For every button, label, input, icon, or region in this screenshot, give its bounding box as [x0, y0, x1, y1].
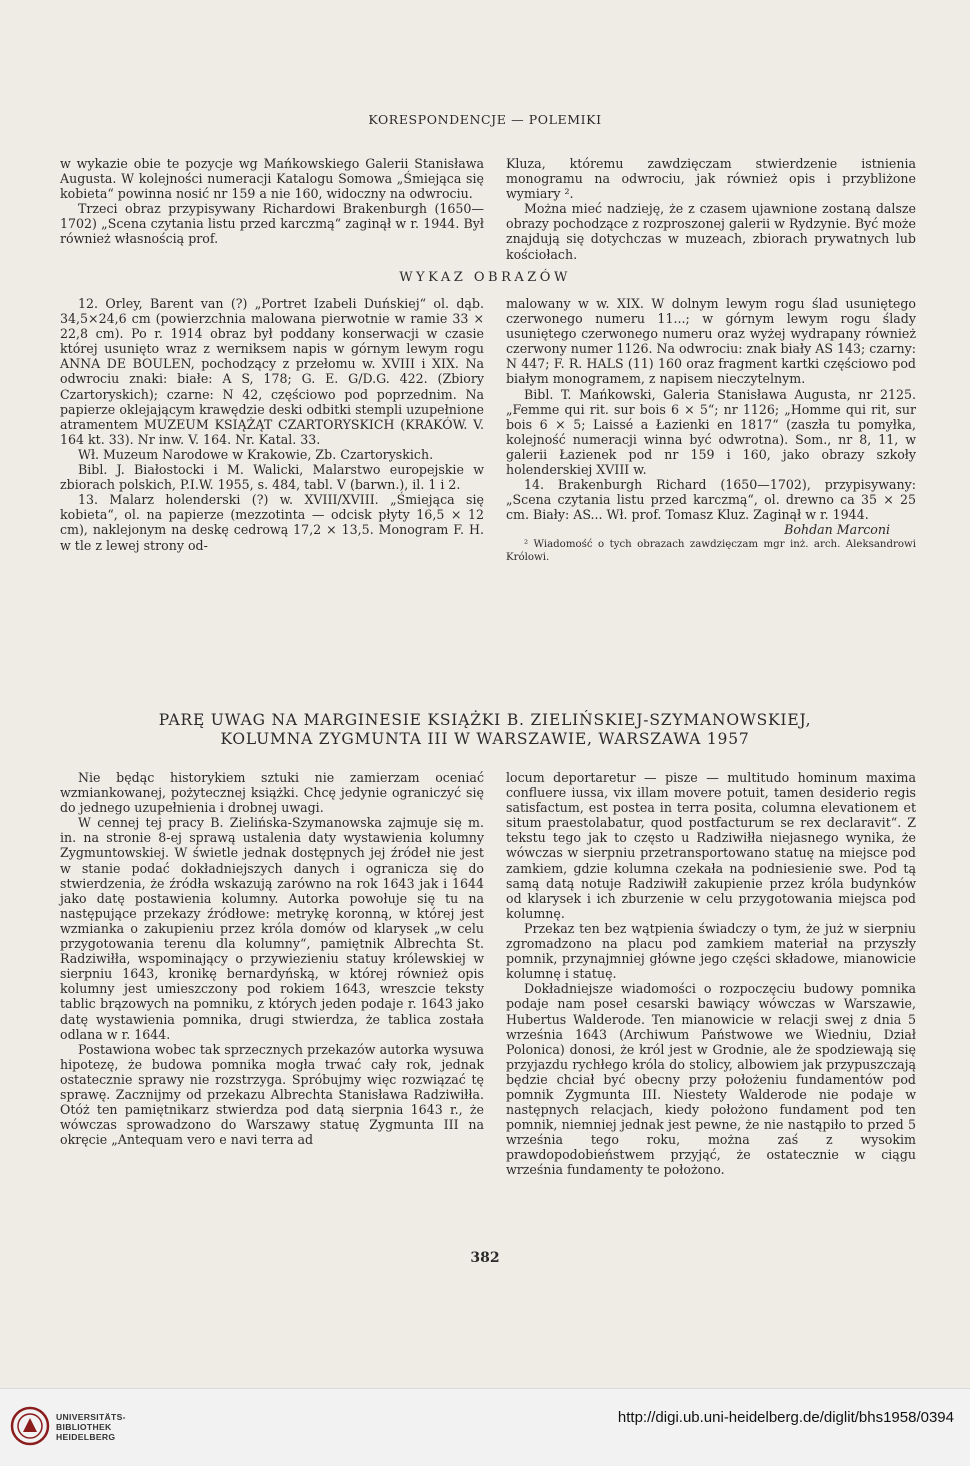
catalog-entry: Bibl. T. Mańkowski, Galeria Stanisława Augusta, nr 2125. „Femme qui rit. sur bois 6 × 5“; nr 1126; „Homme qui rit, sur bois 6 × 5; Laissé a Łazienki en 1817“ (zaszła tu pomyłka, kolejność numeracji winna być odwrotna). Som., nr 8, 11, w galerii Łazienek pod nr 159 i 160, jako obrazy szkoły holenderskiej XVIII w. — [506, 386, 916, 478]
paragraph: Postawiona wobec tak sprzecznych przekazów autorka wysuwa hipotezę, że budowa pomnika mogła trwać cały rok, jednak ostatecznie sprawy nie rozstrzyga. Spróbujmy więc rozwiązać tę sprawę. Zacznijmy od przekazu Albrechta Stanisława Radziwiłła. Otóż ten pamiętnikarz stwierdza pod datą sierpnia 1643 r., że wówczas sprowadzono do Warszawy statuę Zygmunta III na okręcie „Antequam vero e navi terra ad — [60, 1041, 484, 1148]
catalog-entry: 14. Brakenburgh Richard (1650—1702), przypisywany: „Scena czytania listu przed karczmą“, ol. drewno ca 35 × 25 cm. Biały: AS... Wł. prof. Tomasz Kluz. Zaginął w r. 1944. — [506, 477, 916, 523]
paragraph: locum deportaretur — pisze — multitudo hominum maxima confluere iussa, vix illam movere potuit, tamen desiderio regis satisfactum, est postea in terra posita, columna elevationem et situm praestolabatur, quod postfacturum se rex declaravit“. Z tekstu tego jak to często u Radziwiłła niejasnego wynika, że wówczas w sierpniu przetransportowano statuę na miejsce pod zamkiem, gdzie kolumna czekała na podniesienie swe. Pod tą samą datą notuje Radziwiłł zakupienie przez króla budynków od klarysek i ich zburzenie w celu przygotowania miejsca pod kolumnę. — [506, 770, 916, 921]
paragraph: Trzeci obraz przypisywany Richardowi Brakenburgh (1650—1702) „Scena czytania listu przed karczmą“ zaginął w r. 1944. Był również własnością prof. — [60, 201, 484, 247]
top-right-column — [506, 156, 916, 262]
top-left-column — [60, 156, 484, 247]
catalog-entry: 13. Malarz holenderski (?) w. XVIII/XVIII. „Śmiejąca się kobieta“, ol. na papierze (mezzotinta — odcisk płyty 16,5 × 12 cm), naklejonym na deskę cedrową 17,2 × 13,5. Monogram F. H. w tle z lewej strony od- — [60, 492, 484, 553]
paragraph: Dokładniejsze wiadomości o rozpoczęciu budowy pomnika podaje nam poseł cesarski bawiący wówczas w Warszawie, Hubertus Walderode. Ten mianowicie w relacji swej z dnia 5 września 1643 (Archiwum Państwowe we Wiedniu, Dział Polonica) donosi, że król jest w Grodnie, ale że spodziewają się przyjazdu rychłego króla do stolicy, albowiem jak przypuszczają będzie chciał być obecny przy położeniu fundamentów pod pomnik Zygmunta III. Niestety Walderode nie podaje w następnych relacjach, kiedy położono fundament pod ten pomnik, niemniej jednak jest pewne, że nie nastąpiło to przed 5 września tego roku, można zaś z wysokim prawdopodobieństwem przyjąć, że ostatecznie w ciągu września fundamenty te położono. — [506, 981, 916, 1178]
footer-band — [0, 1388, 970, 1466]
list-title: WYKAZ OBRAZÓW — [399, 270, 571, 285]
catalog-entry: 12. Orley, Barent van (?) „Portret Izabeli Duńskiej“ ol. dąb. 34,5×24,6 cm (powierzchnia malowana pierwotnie w ramie 33 × 22,8 cm). Po r. 1914 obraz był poddany konserwacji w czasie której usunięto wraz z werniksem napis w górnym lewym rogu ANNA DE BOULEN, pochodzący z przełomu w. XVIII i XIX. Na odwrociu znaki: białe: A S, 178; G. E. G/D.G. 422. (Zbiory Czartoryskich); czarne: N 42, częściowo pod poprzednim. Na papierze oklejającym krawędzie deski odbitki stempli uzupełnione atramentem MUZEUM KSIĄŻĄT CZARTORYSKICH (KRAKÓW. V. 164 kt. 33). Nr inw. V. 164. Nr. Katal. 33. — [60, 296, 484, 447]
article-title — [0, 711, 970, 749]
running-head: KORESPONDENCJE — POLEMIKI — [368, 112, 602, 127]
article-left-column — [60, 770, 484, 1147]
logo-line: HEIDELBERG — [56, 1432, 116, 1442]
author-signature: Bohdan Marconi — [784, 522, 890, 538]
paragraph: Można mieć nadzieję, że z czasem ujawnione zostaną dalsze obrazy pochodzące z rozproszonej galerii w Rydzynie. Być może znajdują się dotychczas w muzeach, zbiorach prywatnych lub kościołach. — [506, 201, 916, 262]
logo-line: UNIVERSITÄTS- — [56, 1412, 126, 1422]
paragraph: Kluza, któremu zawdzięczam stwierdzenie istnienia monogramu na odwrociu, jak również opis i przybliżone wymiary ². — [506, 156, 916, 202]
catalog-entry: malowany w w. XIX. W dolnym lewym rogu ślad usuniętego czerwonego numeru 11...; w górnym lewym rogu ślady usuniętego czerwonego numeru oraz wyżej wydrapany również czerwony numer 1126. Na odwrociu: znak biały AS 143; czarny: N 447; F. R. HALS (11) 160 oraz fragment kartki częściowo pod białym monogramem, z napisem nieczytelnym. — [506, 296, 916, 387]
catalog-right-column — [506, 296, 916, 564]
source-url-link[interactable]: http://digi.ub.uni-heidelberg.de/diglit/bhs1958/0394 — [617, 1409, 954, 1426]
paragraph: Przekaz ten bez wątpienia świadczy o tym, że już w sierpniu zgromadzono na placu pod zamkiem materiał na przyszły pomnik, przynajmniej główne jego części składowe, mianowicie kolumnę i statuę. — [506, 920, 916, 982]
paragraph: w wykazie obie te pozycje wg Mańkowskiego Galerii Stanisława Augusta. W kolejności numeracji Katalogu Somowa „Śmiejąca się kobieta“ powinna nosić nr 159 a nie 160, widoczny na odwrociu. — [60, 156, 484, 202]
catalog-entry: Wł. Muzeum Narodowe w Krakowie, Zb. Czartoryskich. — [78, 446, 434, 462]
catalog-entry: Bibl. J. Białostocki i M. Walicki, Malarstwo europejskie w zbiorach polskich, P.I.W. 1955, s. 484, tabl. V (barwn.), il. 1 i 2. — [60, 462, 484, 493]
paragraph: Nie będąc historykiem sztuki nie zamierzam oceniać wzmiankowanej, pożytecznej książki. Chcę jedynie ograniczyć się do jednego uzupełnienia i drobnej uwagi. — [60, 770, 484, 816]
university-seal-icon — [10, 1406, 50, 1446]
article-right-column — [506, 770, 916, 1178]
page-number: 382 — [470, 1250, 500, 1266]
library-logo-text — [56, 1412, 126, 1442]
paragraph: W cennej tej pracy B. Zielińska-Szymanowska zajmuje się m. in. na stronie 8-ej sprawą ustalenia daty wystawienia kolumny Zygmuntowskiej. W świetle jednak dostępnych jej źródeł nie jest w stanie podać dokładniejszych danych i ogranicza się do stwierdzenia, że źródła wskazują zarówno na rok 1643 jak i 1644 jako datę postawienia kolumny. Autorka powołuje się tu na następujące przekazy źródłowe: metrykę koronną, w której jest wzmianka o zakupieniu przez króla domów od klarysek „w celu przygotowania terenu dla kolumny“, pamiętnik Albrechta St. Radziwiłła, wspominający o przywiezieniu statuy królewskiej w sierpniu 1643, kronikę bernardyńską, w której również opis kolumny jest umieszczony pod rokiem 1643, wreszcie teksty tablic brązowych na pomniku, z których jeden podaje r. 1643 jako datę wystawienia pomnika, drugi stwierdza, że tablica została odlana w r. 1644. — [60, 815, 484, 1042]
logo-line: BIBLIOTHEK — [56, 1422, 112, 1432]
article-title-line: KOLUMNA ZYGMUNTA III W WARSZAWIE, WARSZAWA 1957 — [220, 730, 750, 748]
catalog-left-column — [60, 296, 484, 553]
article-title-line: PARĘ UWAG NA MARGINESIE KSIĄŻKI B. ZIELIŃSKIEJ-SZYMANOWSKIEJ, — [158, 711, 812, 729]
footnote: ² Wiadomość o tych obrazach zawdzięczam mgr inż. arch. Aleksandrowi Królowi. — [506, 538, 916, 563]
